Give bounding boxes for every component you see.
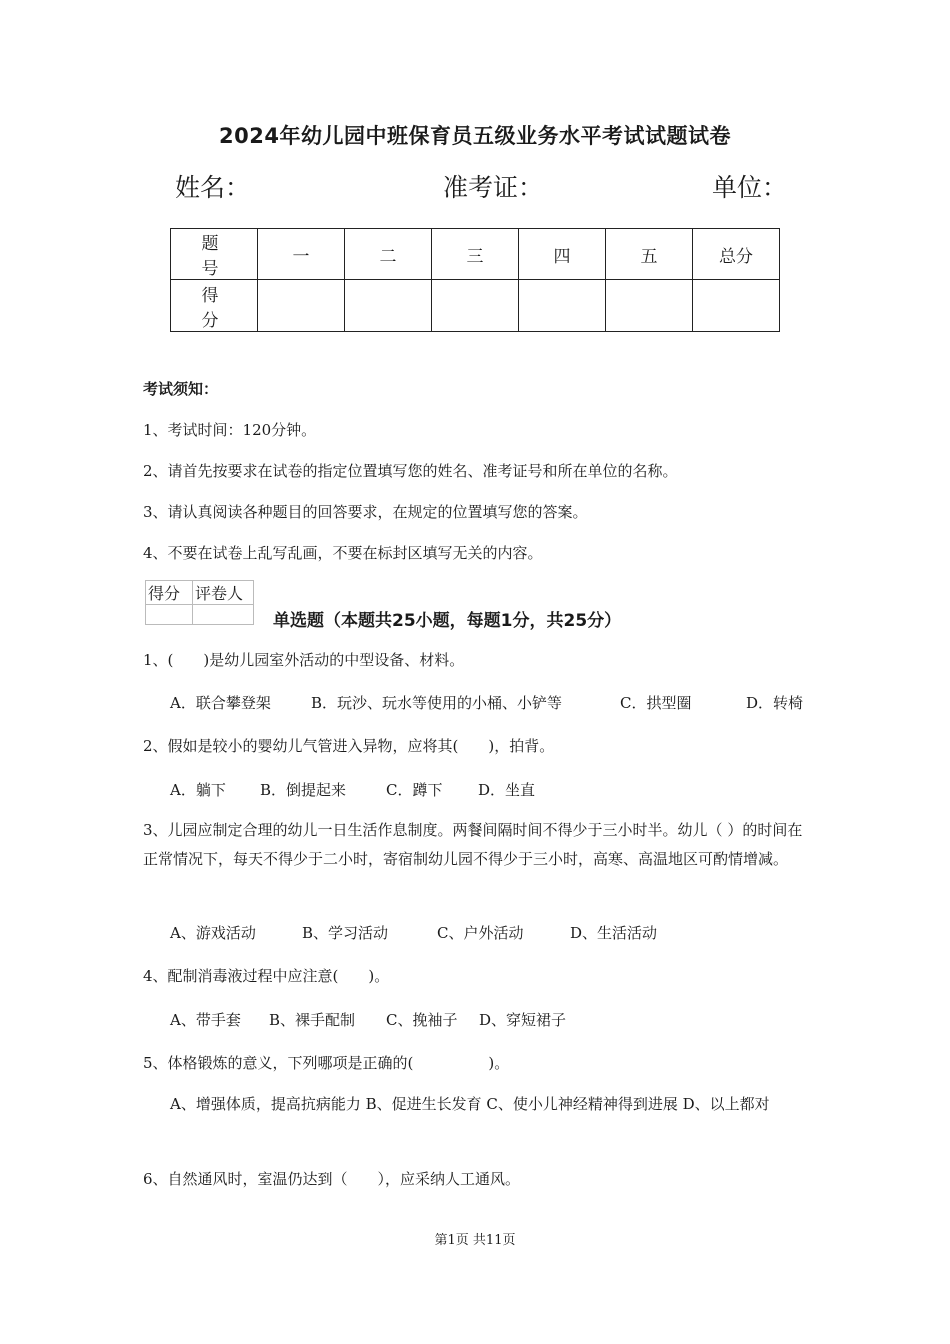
name-field-label: 姓名： bbox=[175, 173, 251, 202]
score-table-score-row bbox=[171, 280, 780, 332]
score-table-col-5: 五 bbox=[606, 229, 693, 280]
score-table-col-4: 四 bbox=[519, 229, 606, 280]
question-4-option-a: A、带手套 bbox=[170, 1011, 241, 1029]
score-table-col-2: 二 bbox=[345, 229, 432, 280]
page-footer: 第1页 共11页 bbox=[434, 1233, 516, 1248]
section-title: 单选题（本题共25小题，每题1分，共25分） bbox=[273, 611, 622, 631]
question-5-options: A、增强体质，提高抗病能力 B、促进生长发育 C、使小儿神经精神得到进展 D、以上都对 bbox=[170, 1095, 770, 1113]
question-1-option-c: C．拱型圈 bbox=[620, 694, 692, 712]
score-cell-2 bbox=[345, 280, 432, 332]
question-2-option-a: A．躺下 bbox=[170, 781, 226, 799]
question-3-option-b: B、学习活动 bbox=[302, 924, 389, 942]
score-cell-3 bbox=[432, 280, 519, 332]
page-title: 2024年幼儿园中班保育员五级业务水平考试试题试卷 bbox=[219, 124, 731, 148]
grader-score-label: 得分 bbox=[146, 581, 193, 605]
question-2-option-d: D．坐直 bbox=[478, 781, 536, 799]
grader-score-cell bbox=[146, 605, 193, 625]
notice-item-4: 4、不要在试卷上乱写乱画，不要在标封区填写无关的内容。 bbox=[143, 544, 543, 562]
question-3-stem: 3、儿园应制定合理的幼儿一日生活作息制度。两餐间隔时间不得少于三小时半。幼儿（ ）的时间在正常情况下，每天不得少于二小时，寄宿制幼儿园不得少于三小时，高寒、高温地区可酌情增减。 bbox=[143, 821, 803, 868]
question-5-stem: 5、体格锻炼的意义，下列哪项是正确的( )。 bbox=[143, 1054, 510, 1072]
notice-item-3: 3、请认真阅读各种题目的回答要求，在规定的位置填写您的答案。 bbox=[143, 503, 588, 521]
score-table-header-row bbox=[171, 229, 780, 280]
question-4-option-c: C、挽袖子 bbox=[386, 1011, 458, 1029]
score-cell-1 bbox=[258, 280, 345, 332]
notice-item-1: 1、考试时间：120分钟。 bbox=[143, 421, 317, 439]
question-1-option-d: D．转椅 bbox=[746, 694, 804, 712]
question-2-option-b: B．倒提起来 bbox=[260, 781, 347, 799]
score-table-col-3: 三 bbox=[432, 229, 519, 280]
notice-title: 考试须知： bbox=[143, 380, 219, 398]
grader-blank-row bbox=[146, 605, 254, 625]
grader-header-row bbox=[146, 581, 254, 605]
score-table-header-label: 题 号 bbox=[171, 229, 258, 280]
question-2-stem: 2、假如是较小的婴幼儿气管进入异物，应将其( )，拍背。 bbox=[143, 737, 555, 755]
score-table bbox=[170, 228, 780, 332]
grader-box bbox=[145, 580, 254, 625]
score-table-score-label: 得 分 bbox=[171, 280, 258, 332]
score-table-col-total: 总分 bbox=[693, 229, 780, 280]
grader-name-label: 评卷人 bbox=[193, 581, 254, 605]
question-4-option-d: D、穿短裙子 bbox=[479, 1011, 567, 1029]
question-1-option-a: A．联合攀登架 bbox=[170, 694, 271, 712]
score-table-col-1: 一 bbox=[258, 229, 345, 280]
question-4-stem: 4、配制消毒液过程中应注意( )。 bbox=[143, 967, 390, 985]
question-1-stem: 1、( )是幼儿园室外活动的中型设备、材料。 bbox=[143, 651, 465, 669]
score-cell-4 bbox=[519, 280, 606, 332]
question-3-option-d: D、生活活动 bbox=[570, 924, 658, 942]
exam-id-field-label: 准考证： bbox=[443, 173, 544, 202]
score-cell-5 bbox=[606, 280, 693, 332]
question-2-option-c: C．蹲下 bbox=[386, 781, 443, 799]
notice-item-2: 2、请首先按要求在试卷的指定位置填写您的姓名、准考证号和所在单位的名称。 bbox=[143, 462, 678, 480]
grader-name-cell bbox=[193, 605, 254, 625]
question-3-option-c: C、户外活动 bbox=[437, 924, 524, 942]
score-cell-total bbox=[693, 280, 780, 332]
unit-field-label: 单位： bbox=[712, 173, 788, 202]
question-3-option-a: A、游戏活动 bbox=[170, 924, 256, 942]
question-4-option-b: B、裸手配制 bbox=[269, 1011, 356, 1029]
question-6-stem: 6、自然通风时，室温仍达到（ ），应采纳人工通风。 bbox=[143, 1170, 521, 1188]
question-1-option-b: B．玩沙、玩水等使用的小桶、小铲等 bbox=[311, 694, 563, 712]
